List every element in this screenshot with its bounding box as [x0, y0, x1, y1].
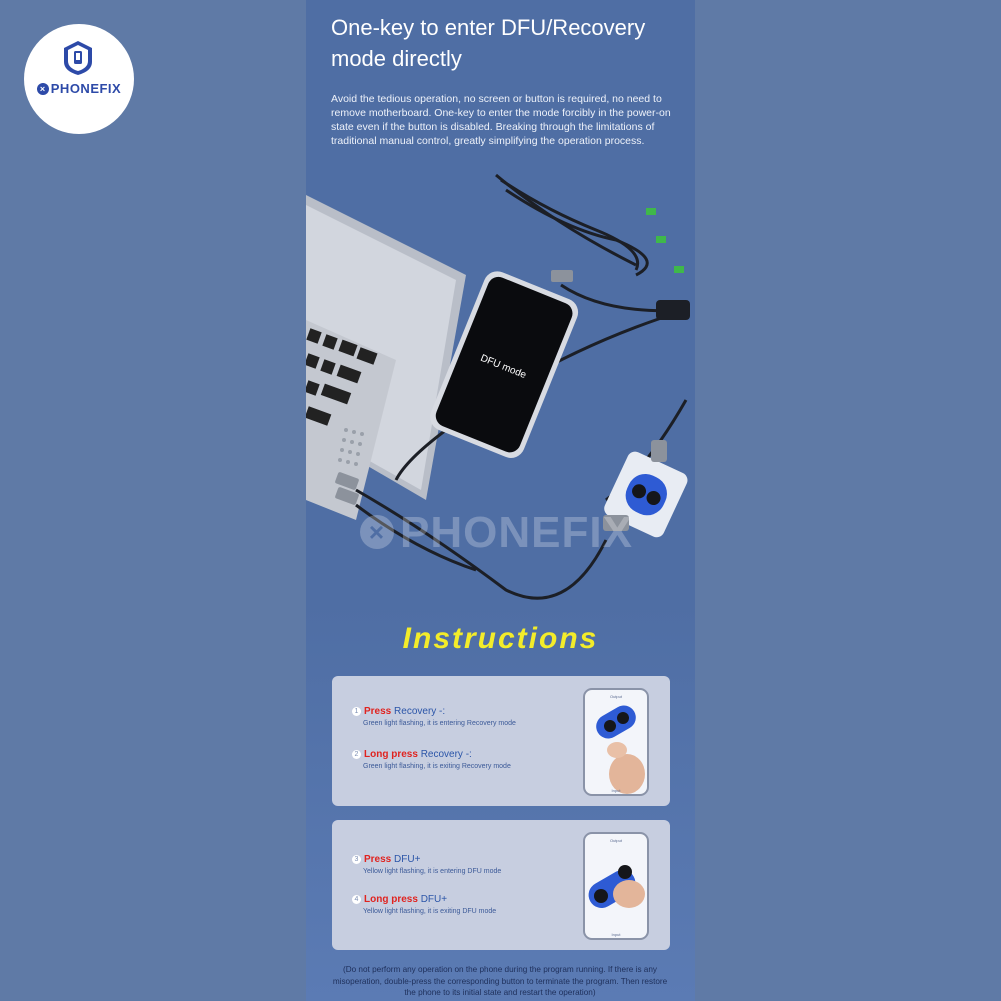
page-title: One-key to enter DFU/Recovery mode directly	[331, 15, 646, 71]
footnote: (Do not perform any operation on the phone during the program running. If there is any misoperation, double-press the corresponding button to terminate the program. Then restore the phone to its initial state and restart the operation)	[332, 965, 668, 997]
phonefix-shield-icon	[61, 40, 95, 76]
step-detail: Yellow light flashing, it is exiting DFU mode	[363, 908, 497, 915]
device-input-label: Input	[611, 932, 621, 937]
controller-device-illustration	[583, 688, 649, 796]
brand-name-text: PHONEFIX	[50, 81, 122, 96]
step-3	[352, 854, 501, 875]
device-input-label: Input	[611, 788, 621, 793]
step-target: Recovery -:	[420, 749, 472, 760]
intro-paragraph: Avoid the tedious operation, no screen or button is required, no need to remove motherboard. One-key to enter the mode forcibly in the power-on state even if the button is disabled. Breaking through the limitations of traditional manual control, greatly simplifying the operation process.	[331, 93, 671, 147]
instructions-heading: Instructions	[402, 622, 599, 655]
step-detail: Yellow light flashing, it is entering DFU mode	[363, 868, 502, 875]
step-number: 1	[352, 707, 361, 716]
step-detail: Green light flashing, it is entering Recovery mode	[363, 720, 516, 727]
device-output-label: Output	[609, 838, 623, 843]
cable-splitter	[656, 300, 690, 320]
instruction-card-dfu	[332, 820, 670, 950]
step-number: 4	[352, 895, 361, 904]
brand-x-icon: ×	[37, 83, 49, 95]
step-1	[352, 706, 516, 727]
instruction-card-recovery	[332, 676, 670, 806]
step-action: Press	[364, 854, 392, 865]
step-target: DFU+	[420, 894, 448, 905]
watermark	[360, 508, 633, 558]
step-number: 2	[352, 750, 361, 759]
step-action: Long press	[364, 894, 418, 905]
phone-screen-text: DFU mode	[478, 352, 528, 382]
device-output-label: Output	[609, 694, 623, 699]
step-number: 3	[352, 855, 361, 864]
step-4	[352, 894, 496, 915]
step-target: Recovery -:	[394, 706, 446, 717]
watermark-x-icon: ×	[360, 515, 394, 549]
step-action: Press	[364, 706, 392, 717]
brand-name	[24, 81, 134, 96]
watermark-text: PHONEFIX	[400, 508, 633, 557]
finger-icon	[613, 880, 645, 908]
brand-logo	[24, 24, 134, 134]
step-2	[352, 749, 511, 770]
step-action: Long press	[364, 749, 418, 760]
controller-device-illustration	[583, 832, 649, 940]
step-detail: Green light flashing, it is exiting Recovery mode	[363, 763, 511, 770]
step-target: DFU+	[394, 854, 421, 865]
